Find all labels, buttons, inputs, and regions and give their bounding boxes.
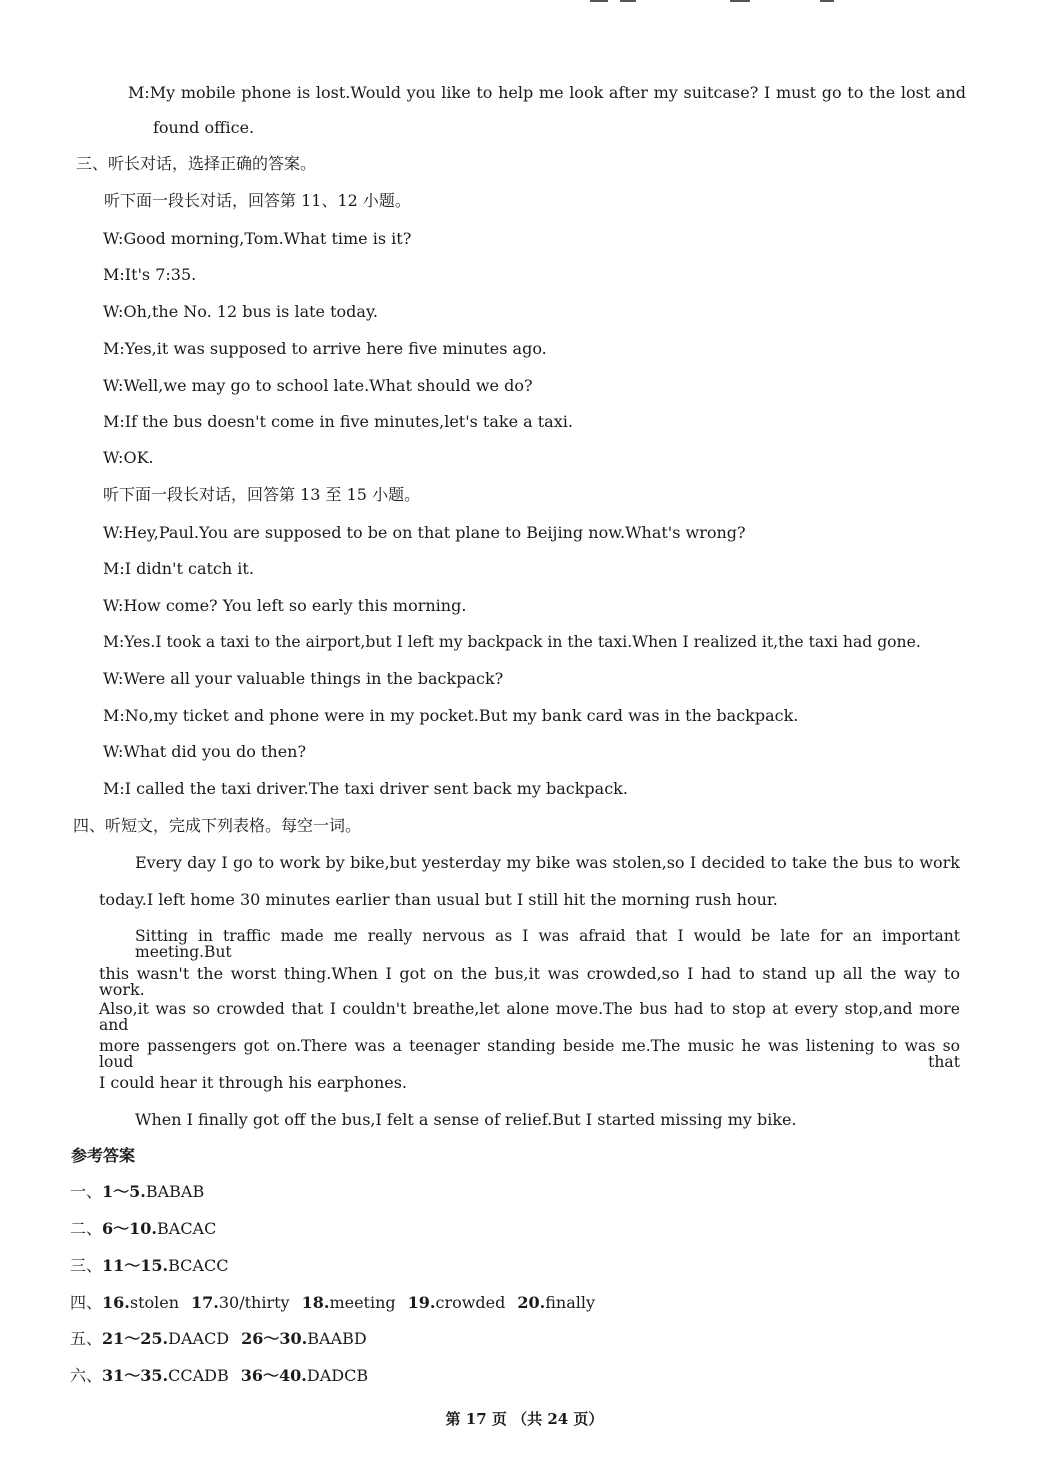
passage-line: more passengers got on.There was a teenager standing beside me.The music he was listening to was so loud that [99,1037,960,1071]
answer-range: 6～10. [102,1219,157,1238]
answer-text: DADCB [306,1366,369,1385]
dialogue-line: M:It's 7:35. [103,265,197,284]
dialogue-line: W:Good morning,Tom.What time is it? [103,229,412,248]
answer-row [70,1295,607,1311]
passage-line: I could hear it through his earphones. [99,1073,408,1092]
dialogue-line: M:I didn't catch it. [103,559,254,578]
dialogue-line: W:OK. [103,448,154,467]
passage-line: Also,it was so crowded that I couldn't breathe,let alone move.The bus had to stop at every stop,and more and [99,1000,960,1034]
dialogue-line: M:Yes.I took a taxi to the airport,but I left my backpack in the taxi.When I realized it,the taxi had gone. [103,633,921,651]
dialogue-intro: 听下面一段长对话，回答第 13 至 15 小题。 [103,485,421,504]
answer-text: BABAB [145,1182,205,1201]
answer-text: BCACC [168,1256,229,1275]
dialogue-line: W:Oh,the No. 12 bus is late today. [103,302,378,321]
answer-row [70,1221,216,1237]
dialogue-line: M:My mobile phone is lost.Would you like to help me look after my suitcase? I must go to the lost and [128,83,966,102]
dialogue-line: W:How come? You left so early this morning. [103,596,467,615]
answer-range: 31～35. [102,1366,169,1385]
answer-word: finally [545,1293,596,1312]
dialogue-line: M:No,my ticket and phone were in my pocket.But my bank card was in the backpack. [103,706,799,725]
dialogue-line: found office. [153,118,255,137]
answer-range: 11～15. [102,1256,169,1275]
answer-prefix: 一、 [70,1182,103,1201]
answer-text: BAABD [307,1329,367,1348]
dialogue-line: M:Yes,it was supposed to arrive here five minutes ago. [103,339,547,358]
answer-prefix: 六、 [70,1366,103,1385]
page-number: 第 17 页 [445,1410,507,1428]
dialogue-line: W:Well,we may go to school late.What should we do? [103,376,533,395]
answer-word: stolen [129,1293,180,1312]
answer-range: 36～40. [240,1366,307,1385]
passage-line: today.I left home 30 minutes earlier than usual but I still hit the morning rush hour. [99,890,778,909]
dialogue-line: W:Were all your valuable things in the backpack? [103,669,504,688]
answer-prefix: 三、 [70,1256,103,1275]
dialogue-line: M:If the bus doesn't come in five minutes,let's take a taxi. [103,412,573,431]
dialogue-line: W:What did you do then? [103,742,307,761]
answer-text: BACAC [157,1219,217,1238]
passage-line: Sitting in traffic made me really nervous as I was afraid that I would be late for an important meeting.But [135,927,960,961]
answer-word: crowded [435,1293,506,1312]
answer-range: 26～30. [241,1329,308,1348]
answer-prefix: 二、 [70,1219,103,1238]
page-footer [0,1412,1049,1427]
page-total: （共 24 页） [512,1410,604,1428]
answer-prefix: 四、 [70,1293,103,1312]
section-heading: 四、听短文，完成下列表格。每空一词。 [73,816,362,835]
answer-word: meeting [329,1293,396,1312]
answer-number: 18. [301,1293,330,1312]
section-heading: 三、听长对话，选择正确的答案。 [76,154,317,173]
answer-text: CCADB [168,1366,229,1385]
passage-line: When I finally got off the bus,I felt a sense of relief.But I started missing my bike. [135,1110,797,1129]
answer-number: 19. [407,1293,436,1312]
passage-line: Every day I go to work by bike,but yesterday my bike was stolen,so I decided to take the bus to work [135,853,960,872]
answer-row [70,1184,204,1200]
dialogue-line: M:I called the taxi driver.The taxi driver sent back my backpack. [103,779,628,798]
answer-row [70,1331,367,1347]
top-edge-marks [580,0,840,4]
answer-number: 16. [102,1293,130,1312]
answer-prefix: 五、 [70,1329,103,1348]
dialogue-intro: 听下面一段长对话，回答第 11、12 小题。 [104,191,411,210]
answer-row [70,1258,228,1274]
answer-range: 21～25. [102,1329,169,1348]
answers-heading: 参考答案 [71,1146,136,1165]
answer-row [70,1368,368,1384]
answer-word: 30/thirty [218,1293,290,1312]
dialogue-line: W:Hey,Paul.You are supposed to be on that plane to Beijing now.What's wrong? [103,523,746,542]
answer-number: 20. [517,1293,546,1312]
passage-line: this wasn't the worst thing.When I got on the bus,it was crowded,so I had to stand up all the way to work. [99,964,960,999]
answer-number: 17. [191,1293,219,1312]
answer-text: DAACD [168,1329,230,1348]
answer-range: 1～5. [102,1182,146,1201]
